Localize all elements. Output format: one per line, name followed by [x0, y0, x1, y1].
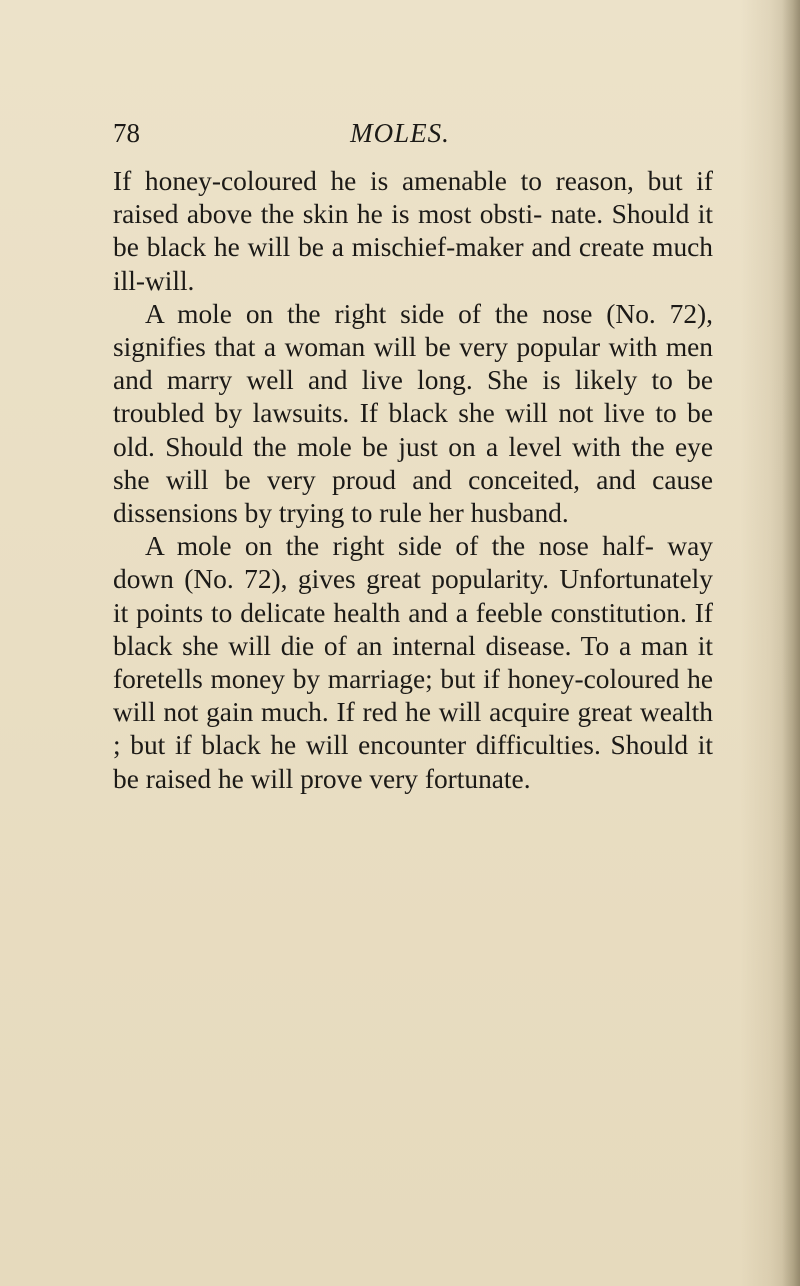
body-text [113, 165, 713, 796]
paragraph: A mole on the right side of the nose half- way down (No. 72), gives great popularity. Unfortunately it points to delicate health and a feeble constitution. If black she will die of an internal disease. To a man it foretells money by marriage; but if honey-coloured he will not gain much. If red he will acquire great wealth ; but if black he will encounter difficulties. Should it be raised he will prove very fortunate. [113, 531, 713, 794]
page-number: 78 [113, 118, 140, 148]
running-title: MOLES. [350, 118, 450, 148]
page-edge-shadow [782, 0, 800, 1286]
page-header [0, 118, 800, 158]
paragraph: A mole on the right side of the nose (No. 72), signifies that a woman will be very popular with men and marry well and live long. She is likely to be troubled by lawsuits. If black she will not live to be old. Should the mole be just on a level with the eye she will be very proud and conceited, and cause dissensions by trying to rule her husband. [113, 298, 713, 529]
paragraph: If honey-coloured he is amenable to reason, but if raised above the skin he is most obsti- nate. Should it be black he will be a mischief-maker and create much ill-will. [113, 166, 713, 296]
